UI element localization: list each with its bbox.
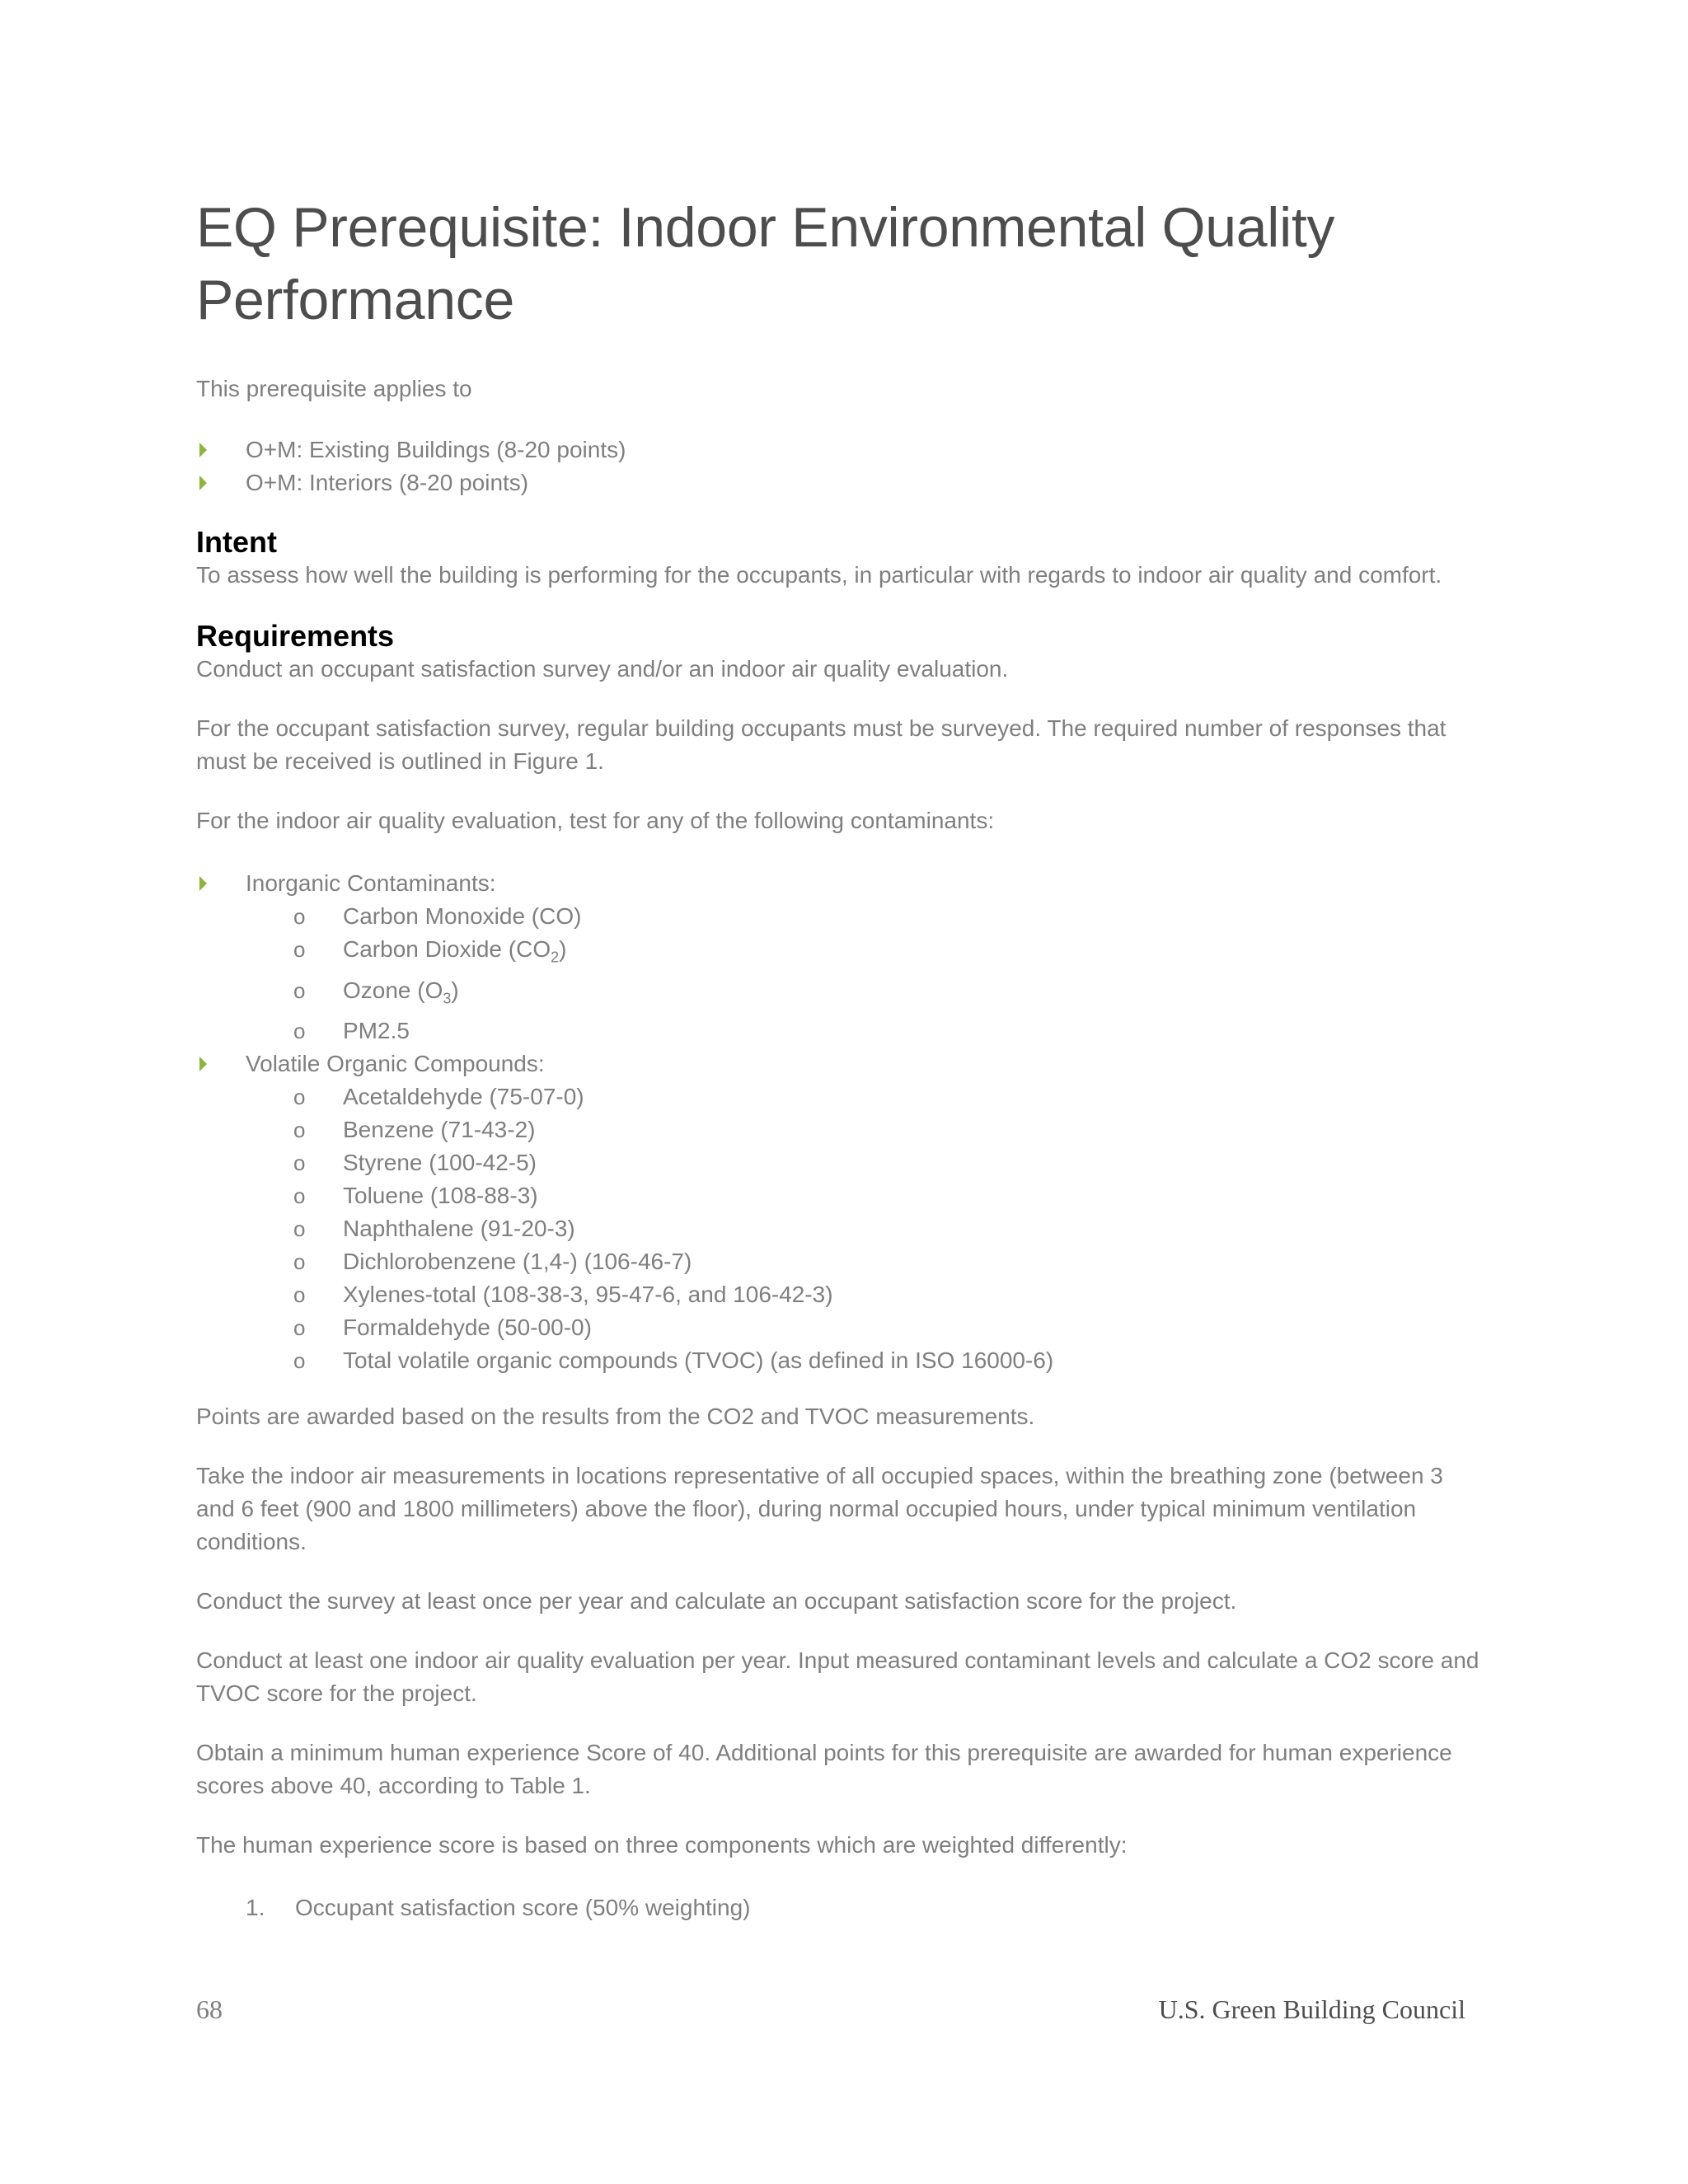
bullet-arrow-icon: [199, 1057, 207, 1071]
requirements-p6: Conduct the survey at least once per year and calculate an occupant satisfaction score for the project.: [196, 1588, 1237, 1615]
page-number: 68: [196, 1994, 223, 2024]
list-item: o Xylenes-total (108-38-3, 95-47-6, and 106-42-3): [196, 1278, 1482, 1311]
page-title: EQ Prerequisite: Indoor Environmental Quality Performance: [196, 196, 1335, 331]
list-item: o Toluene (108-88-3): [196, 1179, 1482, 1212]
list-item: o Naphthalene (91-20-3): [196, 1212, 1482, 1245]
requirements-heading: Requirements: [196, 619, 395, 653]
list-item: o Benzene (71-43-2): [196, 1113, 1482, 1146]
requirements-p2: For the occupant satisfaction survey, regular building occupants must be surveyed. The required number of responses that must be received is outlined in Figure 1.: [196, 715, 1447, 774]
requirements-p9: The human experience score is based on three components which are weighted differently:: [196, 1832, 1128, 1858]
requirements-p3: For the indoor air quality evaluation, test for any of the following contaminants:: [196, 808, 995, 833]
list-item: O+M: Existing Buildings (8-20 points): [196, 434, 1482, 466]
list-item-inorganic: Inorganic Contaminants:: [196, 867, 1482, 900]
circle-bullet-icon: o: [293, 1118, 306, 1143]
circle-bullet-icon: o: [293, 1216, 306, 1242]
circle-bullet-icon: o: [293, 1019, 306, 1044]
circle-bullet-icon: o: [293, 1183, 306, 1209]
requirements-p7: Conduct at least one indoor air quality evaluation per year. Input measured contaminant levels and calculate a CO2 score and TVOC score for the project.: [196, 1647, 1479, 1707]
list-item: O+M: Interiors (8-20 points): [196, 466, 1482, 499]
list-item: o Total volatile organic compounds (TVOC) (as defined in ISO 16000-6): [196, 1344, 1482, 1377]
list-item: o Styrene (100-42-5): [196, 1146, 1482, 1179]
circle-bullet-icon: o: [293, 1151, 306, 1176]
applies-list: [196, 434, 1482, 499]
bullet-arrow-icon: [199, 876, 207, 891]
voc-list: [196, 1047, 1482, 1080]
requirements-p5: Take the indoor air measurements in locations representative of all occupied spaces, within the breathing zone (between 3 and 6 feet (900 and 1800 millimeters) above the floor), during normal occupied hours, under typical minimum ventilation conditions.: [196, 1463, 1443, 1555]
footer-organization: U.S. Green Building Council: [1158, 1994, 1465, 2024]
voc-sublist: [196, 1080, 1482, 1377]
list-item: o Dichlorobenzene (1,4-) (106-46-7): [196, 1245, 1482, 1278]
circle-bullet-icon: o: [293, 977, 306, 1003]
inorganic-sublist: [196, 900, 1482, 1047]
circle-bullet-icon: o: [293, 1249, 306, 1275]
list-item: o PM2.5: [196, 1015, 1482, 1047]
bullet-arrow-icon: [199, 476, 207, 490]
requirements-p4: Points are awarded based on the results from the CO2 and TVOC measurements.: [196, 1404, 1035, 1430]
intent-heading: Intent: [196, 525, 277, 559]
contaminants-list: [196, 867, 1482, 900]
circle-bullet-icon: o: [293, 904, 306, 929]
list-item: o Ozone $(O_3)$: [196, 974, 1482, 1015]
circle-bullet-icon: o: [293, 1282, 306, 1308]
list-item: o Acetaldehyde (75-07-0): [196, 1080, 1482, 1113]
circle-bullet-icon: o: [293, 1085, 306, 1110]
list-item: o Formaldehyde (50-00-0): [196, 1311, 1482, 1344]
page-content: [196, 191, 1482, 1924]
list-item: 1. Occupant satisfaction score (50% weighting): [246, 1895, 751, 1921]
applies-intro: This prerequisite applies to: [196, 376, 472, 401]
bullet-arrow-icon: [199, 443, 207, 457]
circle-bullet-icon: o: [293, 1315, 306, 1341]
intent-text: To assess how well the building is performing for the occupants, in particular with regards to indoor air quality and comfort.: [196, 562, 1442, 588]
list-item: o Carbon Monoxide (CO): [196, 900, 1482, 933]
weighting-list: [196, 1891, 1482, 1924]
circle-bullet-icon: o: [293, 1348, 306, 1374]
requirements-p8: Obtain a minimum human experience Score of 40. Additional points for this prerequisite are awarded for human experience scores above 40, according to Table 1.: [196, 1740, 1452, 1799]
circle-bullet-icon: o: [293, 937, 306, 962]
list-item: o Carbon Dioxide $(CO_2)$: [196, 933, 1482, 974]
list-item-voc: Volatile Organic Compounds:: [196, 1047, 1482, 1080]
requirements-p1: Conduct an occupant satisfaction survey and/or an indoor air quality evaluation.: [196, 656, 1009, 682]
